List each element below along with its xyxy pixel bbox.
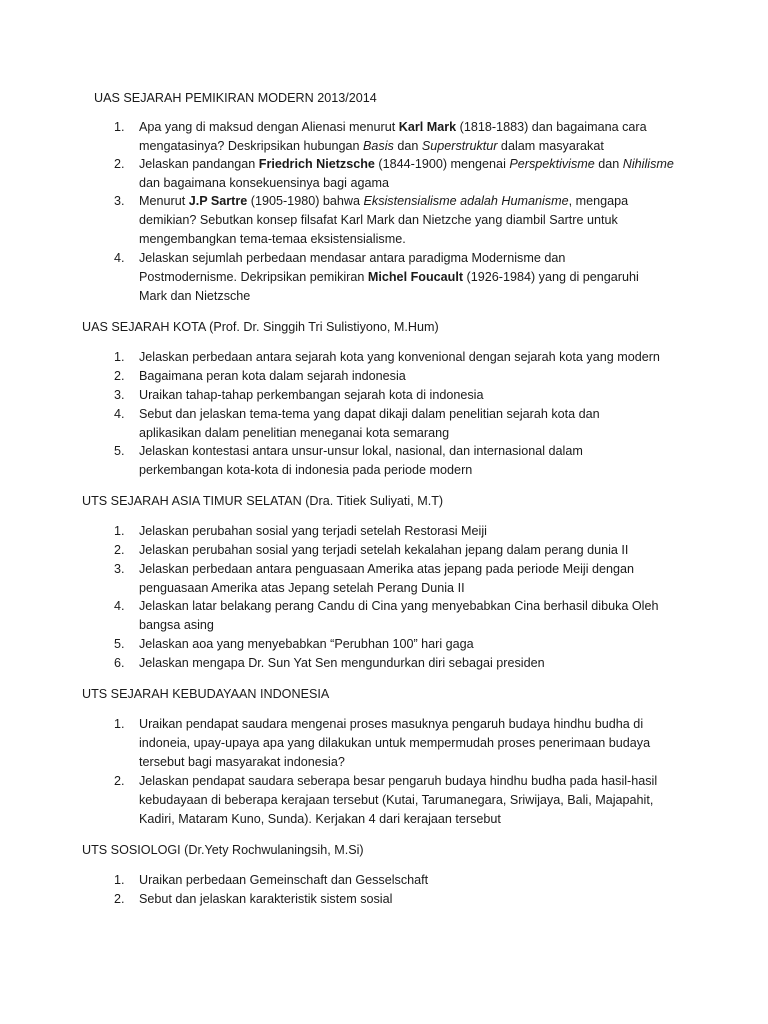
text-run: Postmodernisme. Dekripsikan pemikiran	[139, 270, 368, 284]
italic-text: Eksistensialisme adalah Humanisme	[363, 194, 569, 208]
item-text	[139, 890, 679, 909]
item-text	[139, 654, 679, 673]
text-run: Sebut dan jelaskan tema-tema yang dapat dikaji dalam penelitian sejarah kota dan	[139, 407, 600, 421]
section-heading: UAS SEJARAH PEMIKIRAN MODERN 2013/2014	[94, 91, 377, 105]
text-run: tersebut bagi masyarakat indonesia?	[139, 755, 345, 769]
text-run: Jelaskan aoa yang menyebabkan “Perubhan 100” hari gaga	[139, 637, 474, 651]
item-number: 2.	[114, 157, 125, 171]
text-line	[139, 424, 679, 443]
text-run: penguasaan Amerika atas Jepang setelah Perang Dunia II	[139, 581, 465, 595]
text-run: dan	[393, 139, 422, 153]
text-line	[139, 753, 679, 772]
item-text	[139, 715, 679, 772]
item-text	[139, 348, 679, 367]
item-number: 1.	[114, 120, 125, 134]
item-text	[139, 597, 679, 635]
item-number: 1.	[114, 524, 125, 538]
text-run: kebudayaan di beberapa kerajaan tersebut (Kutai, Tarumanegara, Sriwijaya, Bali, Majapahit,	[139, 793, 654, 807]
text-line	[139, 348, 679, 367]
section-heading: UAS SEJARAH KOTA (Prof. Dr. Singgih Tri Sulistiyono, M.Hum)	[82, 320, 439, 334]
item-number: 6.	[114, 656, 125, 670]
text-line	[139, 211, 679, 230]
section-heading: UTS SEJARAH KEBUDAYAAN INDONESIA	[82, 687, 330, 701]
text-line	[139, 442, 679, 461]
text-line	[139, 654, 679, 673]
item-number: 4.	[114, 599, 125, 613]
italic-text: Nihilisme	[622, 157, 674, 171]
text-run: (1926-1984) yang di pengaruhi	[463, 270, 639, 284]
italic-text: Basis	[363, 139, 394, 153]
text-run: (1818-1883) dan bagaimana cara	[456, 120, 647, 134]
section-heading: UTS SOSIOLOGI (Dr.Yety Rochwulaningsih, M.Si)	[82, 843, 364, 857]
text-line	[139, 230, 679, 249]
text-run: Jelaskan pandangan	[139, 157, 259, 171]
text-line	[139, 597, 679, 616]
item-text	[139, 635, 679, 654]
item-text	[139, 560, 679, 598]
item-text	[139, 442, 679, 480]
item-number: 2.	[114, 543, 125, 557]
item-text	[139, 522, 679, 541]
text-line	[139, 560, 679, 579]
text-line	[139, 367, 679, 386]
text-line	[139, 405, 679, 424]
item-text	[139, 118, 679, 156]
text-line	[139, 616, 679, 635]
text-line	[139, 772, 679, 791]
text-line	[139, 791, 679, 810]
item-text	[139, 192, 679, 249]
item-number: 3.	[114, 562, 125, 576]
text-run: Mark dan Nietzsche	[139, 289, 251, 303]
text-line	[139, 287, 679, 306]
item-text	[139, 249, 679, 306]
text-line	[139, 635, 679, 654]
text-run: Bagaimana peran kota dalam sejarah indonesia	[139, 369, 406, 383]
text-run: Kadiri, Mataram Kuno, Sunda). Kerjakan 4 dari kerajaan tersebut	[139, 812, 501, 826]
text-run: Uraikan perbedaan Gemeinschaft dan Gesselschaft	[139, 873, 429, 887]
italic-text: Perspektivisme	[509, 157, 595, 171]
text-run: (1844-1900) mengenai	[374, 157, 510, 171]
text-line	[139, 386, 679, 405]
item-text	[139, 405, 679, 443]
text-run: Jelaskan perbedaan antara sejarah kota yang konvenional dengan sejarah kota yang modern	[139, 350, 660, 364]
text-run: Jelaskan kontestasi antara unsur-unsur lokal, nasional, dan internasional dalam	[139, 444, 583, 458]
text-line	[139, 734, 679, 753]
text-line	[139, 522, 679, 541]
text-run: Jelaskan perbedaan antara penguasaan Amerika atas jepang pada periode Meiji dengan	[139, 562, 635, 576]
italic-text: Superstruktur	[421, 139, 498, 153]
item-number: 1.	[114, 717, 125, 731]
item-number: 1.	[114, 350, 125, 364]
bold-text: Friedrich Nietzsche	[258, 157, 375, 171]
item-number: 1.	[114, 873, 125, 887]
text-line	[139, 541, 679, 560]
text-run: dalam masyarakat	[497, 139, 604, 153]
text-line	[139, 174, 679, 193]
item-number: 5.	[114, 444, 125, 458]
item-text	[139, 772, 679, 829]
item-number: 4.	[114, 251, 125, 265]
text-run: demikian? Sebutkan konsep filsafat Karl Mark dan Nietzche yang diambil Sartre untuk	[139, 213, 618, 227]
text-line	[139, 155, 679, 174]
text-line	[139, 118, 679, 137]
text-line	[139, 268, 679, 287]
text-line	[139, 249, 679, 268]
bold-text: J.P Sartre	[188, 194, 248, 208]
text-run: Sebut dan jelaskan karakteristik sistem sosial	[139, 892, 393, 906]
text-line	[139, 810, 679, 829]
item-number: 3.	[114, 194, 125, 208]
item-text	[139, 386, 679, 405]
text-line	[139, 192, 679, 211]
text-run: Uraikan tahap-tahap perkembangan sejarah kota di indonesia	[139, 388, 484, 402]
item-number: 2.	[114, 369, 125, 383]
text-run: Jelaskan perubahan sosial yang terjadi setelah Restorasi Meiji	[139, 524, 487, 538]
text-run: indoneia, upay-upaya apa yang dilakukan untuk mempermudah proses penerimaan budaya	[139, 736, 651, 750]
item-number: 2.	[114, 774, 125, 788]
bold-text: Michel Foucault	[367, 270, 464, 284]
item-number: 5.	[114, 637, 125, 651]
text-line	[139, 871, 679, 890]
text-run: Uraikan pendapat saudara mengenai proses masuknya pengaruh budaya hindhu budha di	[139, 717, 644, 731]
text-line	[139, 715, 679, 734]
item-text	[139, 541, 679, 560]
item-text	[139, 871, 679, 890]
text-run: Jelaskan pendapat saudara seberapa besar pengaruh budaya hindhu budha pada hasil-hasil	[139, 774, 658, 788]
text-run: mengembangkan tema-temaa eksistensialisme.	[139, 232, 406, 246]
text-run: Jelaskan latar belakang perang Candu di Cina yang menyebabkan Cina berhasil dibuka Oleh	[139, 599, 659, 613]
item-number: 3.	[114, 388, 125, 402]
text-run: , mengapa	[568, 194, 629, 208]
text-run: (1905-1980) bahwa	[247, 194, 364, 208]
item-number: 4.	[114, 407, 125, 421]
section-heading: UTS SEJARAH ASIA TIMUR SELATAN (Dra. Titiek Suliyati, M.T)	[82, 494, 444, 508]
text-line	[139, 579, 679, 598]
text-run: Jelaskan mengapa Dr. Sun Yat Sen mengundurkan diri sebagai presiden	[139, 656, 545, 670]
text-run: Jelaskan perubahan sosial yang terjadi setelah kekalahan jepang dalam perang dunia II	[139, 543, 629, 557]
text-run: Apa yang di maksud dengan Alienasi menurut	[139, 120, 399, 134]
item-number: 2.	[114, 892, 125, 906]
text-run: Jelaskan sejumlah perbedaan mendasar antara paradigma Modernisme dan	[139, 251, 566, 265]
text-line	[139, 137, 679, 156]
bold-text: Karl Mark	[398, 120, 457, 134]
item-text	[139, 155, 679, 193]
text-run: aplikasikan dalam penelitian meneganai kota semarang	[139, 426, 450, 440]
text-run: perkembangan kota-kota di indonesia pada periode modern	[139, 463, 473, 477]
item-text	[139, 367, 679, 386]
text-line	[139, 890, 679, 909]
text-run: bangsa asing	[139, 618, 214, 632]
text-run: dan	[594, 157, 623, 171]
text-line	[139, 461, 679, 480]
text-run: Menurut	[139, 194, 189, 208]
text-run: dan bagaimana konsekuensinya bagi agama	[139, 176, 389, 190]
text-run: mengatasinya? Deskripsikan hubungan	[139, 139, 364, 153]
